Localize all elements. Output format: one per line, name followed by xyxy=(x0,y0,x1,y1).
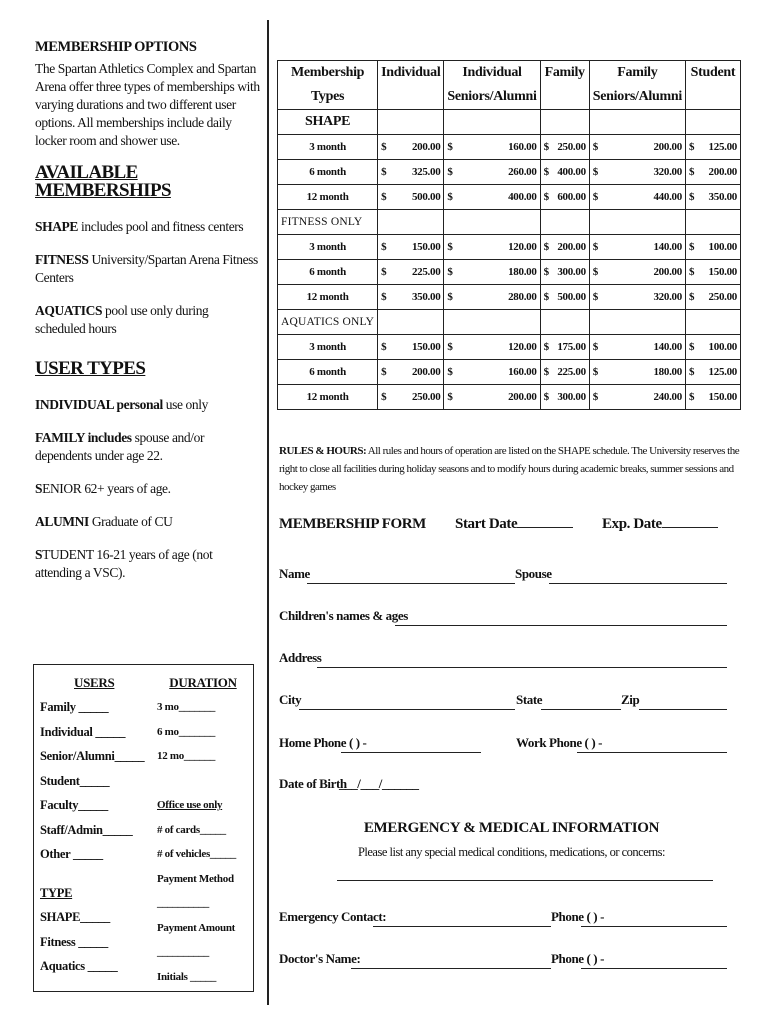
empty-cell xyxy=(589,310,685,335)
price-cell xyxy=(378,360,444,385)
price-value: 140.00 xyxy=(653,241,682,253)
currency-symbol: $ xyxy=(447,366,453,378)
options-heading: MEMBERSHIP OPTIONS xyxy=(35,39,197,55)
price-value: 240.00 xyxy=(653,391,682,403)
city-field[interactable] xyxy=(299,709,515,710)
price-value: 325.00 xyxy=(411,166,441,178)
price-value: 400.00 xyxy=(557,166,586,178)
currency-symbol: $ xyxy=(381,341,387,353)
price-value: 180.00 xyxy=(653,366,682,378)
section-label: SHAPE xyxy=(278,110,378,135)
type-heading: TYPE xyxy=(40,885,73,900)
currency-symbol: $ xyxy=(688,341,695,353)
available-heading: AVAILABLE MEMBERSHIPS xyxy=(35,162,171,201)
currency-symbol: $ xyxy=(543,341,549,353)
currency-symbol: $ xyxy=(543,266,549,278)
empty-cell xyxy=(540,110,589,135)
table-header-cell: Seniors/Alumni xyxy=(444,85,540,110)
price-cell xyxy=(540,235,589,260)
emergency-phone-label: Phone ( ) - xyxy=(551,909,605,924)
table-row xyxy=(278,135,741,160)
price-cell xyxy=(378,335,444,360)
rules-label: RULES & HOURS: xyxy=(279,445,367,457)
duration-cell: 6 month xyxy=(278,260,378,285)
duration-heading: DURATION xyxy=(169,675,237,690)
payment-amount-label: Payment Amount xyxy=(157,921,235,934)
currency-symbol: $ xyxy=(688,191,695,203)
name-field[interactable] xyxy=(307,583,515,584)
price-cell xyxy=(589,285,685,310)
state-field[interactable] xyxy=(541,709,621,710)
table-row xyxy=(278,360,741,385)
price-value: 600.00 xyxy=(557,191,586,203)
price-cell xyxy=(378,235,444,260)
empty-cell xyxy=(540,310,589,335)
individual-text: use only xyxy=(162,397,208,412)
empty-cell xyxy=(378,210,444,235)
table-row xyxy=(278,335,741,360)
section-row xyxy=(278,110,741,135)
dob-row xyxy=(279,772,727,794)
price-cell xyxy=(685,185,740,210)
price-cell xyxy=(589,160,685,185)
currency-symbol: $ xyxy=(688,266,695,278)
family-desc xyxy=(35,429,260,465)
table-header-cell: Membership xyxy=(278,61,378,86)
zip-label: Zip xyxy=(621,692,640,707)
empty-cell xyxy=(378,110,444,135)
student-desc xyxy=(35,546,260,582)
table-header-row xyxy=(278,61,741,86)
price-value: 200.00 xyxy=(508,391,537,403)
type-aquatics[interactable]: Aquatics _____ xyxy=(40,959,118,973)
price-cell xyxy=(540,135,589,160)
currency-symbol: $ xyxy=(592,291,598,303)
price-value: 250.00 xyxy=(411,391,441,403)
shape-label: SHAPE xyxy=(35,219,79,234)
currency-symbol: $ xyxy=(592,266,598,278)
price-cell xyxy=(444,185,540,210)
alumni-label: ALUMNI xyxy=(35,514,89,529)
family-text: spouse and/or dependents under age 22. xyxy=(35,430,205,463)
emergency-contact-field[interactable] xyxy=(373,926,551,927)
children-label: Children's names & ages xyxy=(279,608,408,623)
phone-row xyxy=(279,731,727,753)
section-label: AQUATICS ONLY xyxy=(278,310,378,335)
price-cell xyxy=(444,335,540,360)
price-cell xyxy=(685,260,740,285)
price-value: 160.00 xyxy=(508,366,537,378)
family-label: FAMILY includes xyxy=(35,430,132,445)
aquatics-text: pool use only during scheduled hours xyxy=(35,303,209,336)
empty-cell xyxy=(540,210,589,235)
payment-method-label: Payment Method xyxy=(157,872,234,885)
name-label: Name xyxy=(279,566,310,581)
table-row xyxy=(278,185,741,210)
user-other[interactable]: Other _____ xyxy=(40,847,103,861)
price-value: 200.00 xyxy=(411,366,441,378)
currency-symbol: $ xyxy=(381,391,387,403)
rules-and-hours xyxy=(279,442,744,496)
aquatics-desc xyxy=(35,302,260,338)
user-staff-admin[interactable]: Staff/Admin_____ xyxy=(40,822,133,837)
duration-cell: 3 month xyxy=(278,335,378,360)
users-column xyxy=(40,675,150,979)
table-header-row xyxy=(278,85,741,110)
price-cell xyxy=(444,285,540,310)
doctor-label: Doctor's Name: xyxy=(279,951,361,966)
price-value: 160.00 xyxy=(508,141,537,153)
currency-symbol: $ xyxy=(447,391,453,403)
price-value: 150.00 xyxy=(411,241,441,253)
city-row xyxy=(279,688,727,710)
aquatics-label: AQUATICS xyxy=(35,303,103,318)
currency-symbol: $ xyxy=(447,241,453,253)
currency-symbol: $ xyxy=(447,266,453,278)
shape-desc xyxy=(35,218,260,236)
price-value: 200.00 xyxy=(653,141,682,153)
table-header-cell xyxy=(540,85,589,110)
table-row xyxy=(278,260,741,285)
price-cell xyxy=(685,335,740,360)
work-phone-field[interactable] xyxy=(577,752,727,753)
currency-symbol: $ xyxy=(381,366,387,378)
address-field[interactable] xyxy=(317,667,727,668)
currency-symbol: $ xyxy=(592,191,598,203)
num-cards[interactable]: # of cards_____ xyxy=(157,823,226,836)
table-header-cell: Family xyxy=(540,61,589,86)
price-cell xyxy=(589,335,685,360)
duration-cell: 3 month xyxy=(278,235,378,260)
price-value: 100.00 xyxy=(708,241,737,253)
currency-symbol: $ xyxy=(543,141,549,153)
senior-desc xyxy=(35,480,260,498)
emergency-subtext: Please list any special medical conditions, medications, or concerns: xyxy=(357,845,666,859)
shape-text: includes pool and fitness centers xyxy=(78,219,244,234)
duration-cell: 3 month xyxy=(278,135,378,160)
price-value: 150.00 xyxy=(411,341,441,353)
address-label: Address xyxy=(279,650,322,665)
emergency-heading: EMERGENCY & MEDICAL INFORMATION xyxy=(363,820,660,836)
duration-cell: 12 month xyxy=(278,285,378,310)
doctor-phone-label: Phone ( ) - xyxy=(551,951,605,966)
price-cell xyxy=(378,285,444,310)
price-cell xyxy=(589,260,685,285)
doctor-row xyxy=(279,947,727,969)
currency-symbol: $ xyxy=(543,191,549,203)
price-cell xyxy=(378,185,444,210)
currency-symbol: $ xyxy=(688,141,695,153)
table-header-cell: Individual xyxy=(378,61,444,86)
price-cell xyxy=(589,385,685,410)
currency-symbol: $ xyxy=(592,241,598,253)
price-value: 225.00 xyxy=(557,366,586,378)
table-row xyxy=(278,235,741,260)
empty-cell xyxy=(444,110,540,135)
price-cell xyxy=(685,360,740,385)
price-value: 350.00 xyxy=(411,291,441,303)
name-row xyxy=(279,562,727,584)
empty-cell xyxy=(685,210,740,235)
student-label: S xyxy=(35,547,43,562)
num-vehicles[interactable]: # of vehicles_____ xyxy=(157,848,236,860)
empty-cell xyxy=(589,110,685,135)
table-row xyxy=(278,160,741,185)
price-cell xyxy=(685,135,740,160)
table-header-cell xyxy=(378,85,444,110)
user-individual[interactable]: Individual _____ xyxy=(40,724,126,739)
duration-column xyxy=(157,675,249,989)
alumni-desc xyxy=(35,513,260,531)
left-column xyxy=(35,38,260,597)
alumni-text: Graduate of CU xyxy=(88,514,173,529)
price-cell xyxy=(444,135,540,160)
user-faculty[interactable]: Faculty_____ xyxy=(40,798,108,812)
price-value: 120.00 xyxy=(508,241,537,253)
price-cell xyxy=(685,160,740,185)
price-cell xyxy=(378,135,444,160)
price-value: 120.00 xyxy=(508,341,537,353)
duration-cell: 6 month xyxy=(278,360,378,385)
empty-cell xyxy=(589,210,685,235)
price-cell xyxy=(589,185,685,210)
table-header-cell: Types xyxy=(278,85,378,110)
payment-method-field[interactable]: __________ xyxy=(157,897,210,909)
work-phone-label: Work Phone ( ) - xyxy=(516,735,603,750)
empty-cell xyxy=(685,110,740,135)
doctor-phone-field[interactable] xyxy=(581,968,727,969)
table-row xyxy=(278,385,741,410)
currency-symbol: $ xyxy=(592,391,598,403)
price-value: 150.00 xyxy=(708,266,737,278)
doctor-field[interactable] xyxy=(351,968,551,969)
emergency-phone-field[interactable] xyxy=(581,926,727,927)
price-cell xyxy=(444,385,540,410)
price-value: 200.00 xyxy=(653,266,682,278)
currency-symbol: $ xyxy=(381,291,387,303)
city-label: City xyxy=(279,692,302,707)
section-row xyxy=(278,310,741,335)
currency-symbol: $ xyxy=(688,241,695,253)
fitness-text: University/Spartan Arena Fitness Centers xyxy=(35,252,258,285)
price-cell xyxy=(378,260,444,285)
currency-symbol: $ xyxy=(447,291,453,303)
currency-symbol: $ xyxy=(592,366,598,378)
price-value: 200.00 xyxy=(411,141,441,153)
section-label: FITNESS ONLY xyxy=(278,210,378,235)
price-cell xyxy=(540,360,589,385)
currency-symbol: $ xyxy=(447,191,453,203)
currency-symbol: $ xyxy=(543,366,549,378)
price-value: 440.00 xyxy=(653,191,682,203)
price-cell xyxy=(589,235,685,260)
price-value: 175.00 xyxy=(557,341,586,353)
office-use-box xyxy=(33,664,254,992)
price-value: 260.00 xyxy=(508,166,537,178)
table-header-cell: Family xyxy=(589,61,685,86)
currency-symbol: $ xyxy=(592,141,598,153)
price-cell xyxy=(685,235,740,260)
price-value: 200.00 xyxy=(557,241,586,253)
price-value: 150.00 xyxy=(708,391,737,403)
price-value: 180.00 xyxy=(508,266,537,278)
table-header-cell: Seniors/Alumni xyxy=(589,85,685,110)
currency-symbol: $ xyxy=(688,291,695,303)
price-cell xyxy=(540,385,589,410)
duration-cell: 6 month xyxy=(278,160,378,185)
price-cell xyxy=(540,260,589,285)
currency-symbol: $ xyxy=(381,241,387,253)
user-family[interactable]: Family _____ xyxy=(40,700,109,714)
currency-symbol: $ xyxy=(381,166,387,178)
price-value: 225.00 xyxy=(411,266,441,278)
rules-text: All rules and hours of operation are listed on the SHAPE schedule. The University reserves the right to close all facilities during holiday seasons and to modify hours during academic breaks, summer sessions and hockey games xyxy=(279,445,740,493)
price-value: 300.00 xyxy=(557,266,586,278)
fitness-label: FITNESS xyxy=(35,252,89,267)
duration-3mo[interactable]: 3 mo_______ xyxy=(157,701,216,713)
dob-label: Date of Birth xyxy=(279,776,347,791)
user-student[interactable]: Student_____ xyxy=(40,773,110,788)
currency-symbol: $ xyxy=(543,166,549,178)
user-types-heading: USER TYPES xyxy=(35,358,146,379)
zip-field[interactable] xyxy=(639,709,727,710)
dob-field[interactable]: ___/___/______ xyxy=(339,776,419,791)
price-cell xyxy=(589,135,685,160)
payment-amount-field[interactable]: __________ xyxy=(157,946,210,958)
price-cell xyxy=(378,160,444,185)
price-cell xyxy=(540,160,589,185)
currency-symbol: $ xyxy=(381,191,387,203)
senior-text: ENIOR 62+ years of age. xyxy=(42,481,171,496)
student-text: TUDENT 16-21 years of age (not attending a VSC). xyxy=(35,547,213,580)
price-value: 300.00 xyxy=(557,391,586,403)
price-value: 280.00 xyxy=(508,291,537,303)
price-cell xyxy=(685,285,740,310)
price-value: 500.00 xyxy=(411,191,441,203)
column-divider xyxy=(267,20,269,1005)
emergency-contact-row xyxy=(279,905,727,927)
user-senior-alumni[interactable]: Senior/Alumni_____ xyxy=(40,749,145,763)
type-shape[interactable]: SHAPE_____ xyxy=(40,910,110,924)
price-cell xyxy=(444,360,540,385)
medical-conditions-field[interactable] xyxy=(337,880,713,881)
table-header-cell: Student xyxy=(685,61,740,86)
price-cell xyxy=(540,185,589,210)
table-row xyxy=(278,285,741,310)
currency-symbol: $ xyxy=(381,266,387,278)
currency-symbol: $ xyxy=(592,341,598,353)
membership-form-title: MEMBERSHIP FORM xyxy=(279,516,426,532)
currency-symbol: $ xyxy=(447,341,453,353)
table-header-cell xyxy=(685,85,740,110)
price-cell xyxy=(444,260,540,285)
empty-cell xyxy=(685,310,740,335)
currency-symbol: $ xyxy=(381,141,387,153)
currency-symbol: $ xyxy=(543,391,549,403)
spouse-label: Spouse xyxy=(515,566,552,581)
price-value: 320.00 xyxy=(653,291,682,303)
duration-12mo[interactable]: 12 mo______ xyxy=(157,750,216,762)
empty-cell xyxy=(378,310,444,335)
price-value: 500.00 xyxy=(557,291,586,303)
children-field[interactable] xyxy=(395,625,727,626)
price-value: 250.00 xyxy=(557,141,586,153)
membership-price-table xyxy=(277,60,741,410)
price-cell xyxy=(685,385,740,410)
duration-cell: 12 month xyxy=(278,185,378,210)
initials-field[interactable]: Initials _____ xyxy=(157,970,217,983)
spouse-field[interactable] xyxy=(549,583,727,584)
duration-cell: 12 month xyxy=(278,385,378,410)
table-header-cell: Individual xyxy=(444,61,540,86)
price-value: 200.00 xyxy=(708,166,737,178)
duration-6mo[interactable]: 6 mo_______ xyxy=(157,725,216,738)
price-cell xyxy=(589,360,685,385)
currency-symbol: $ xyxy=(688,366,695,378)
currency-symbol: $ xyxy=(447,141,453,153)
currency-symbol: $ xyxy=(447,166,453,178)
office-use-label: Office use only xyxy=(157,799,223,811)
users-heading: USERS xyxy=(74,675,115,690)
section-row xyxy=(278,210,741,235)
start-date-field[interactable]: Start Date xyxy=(455,516,573,533)
home-phone-label: Home Phone ( ) - xyxy=(279,735,367,750)
currency-symbol: $ xyxy=(543,241,549,253)
price-value: 320.00 xyxy=(653,166,682,178)
price-value: 125.00 xyxy=(708,141,737,153)
price-cell xyxy=(444,160,540,185)
individual-desc xyxy=(35,396,260,414)
exp-date-field[interactable]: Exp. Date xyxy=(602,516,718,533)
currency-symbol: $ xyxy=(688,391,695,403)
price-value: 140.00 xyxy=(653,341,682,353)
senior-label: S xyxy=(35,481,43,496)
price-cell xyxy=(540,335,589,360)
state-label: State xyxy=(516,692,543,707)
empty-cell xyxy=(444,210,540,235)
price-value: 350.00 xyxy=(708,191,737,203)
emergency-contact-label: Emergency Contact: xyxy=(279,909,387,924)
address-row xyxy=(279,646,727,668)
price-cell xyxy=(378,385,444,410)
individual-label: INDIVIDUAL personal xyxy=(35,397,163,412)
price-cell xyxy=(540,285,589,310)
options-text: The Spartan Athletics Complex and Spartan Arena offer three types of memberships with varying durations and two different user options. All memberships include daily locker room and shower use. xyxy=(35,61,260,148)
price-cell xyxy=(444,235,540,260)
currency-symbol: $ xyxy=(688,166,695,178)
empty-cell xyxy=(444,310,540,335)
home-phone-field[interactable] xyxy=(341,752,481,753)
price-value: 125.00 xyxy=(708,366,737,378)
price-value: 250.00 xyxy=(708,291,737,303)
price-value: 100.00 xyxy=(708,341,737,353)
currency-symbol: $ xyxy=(592,166,598,178)
currency-symbol: $ xyxy=(543,291,549,303)
price-value: 400.00 xyxy=(508,191,537,203)
fitness-desc xyxy=(35,251,260,287)
type-fitness[interactable]: Fitness _____ xyxy=(40,934,108,949)
children-row xyxy=(279,604,727,626)
